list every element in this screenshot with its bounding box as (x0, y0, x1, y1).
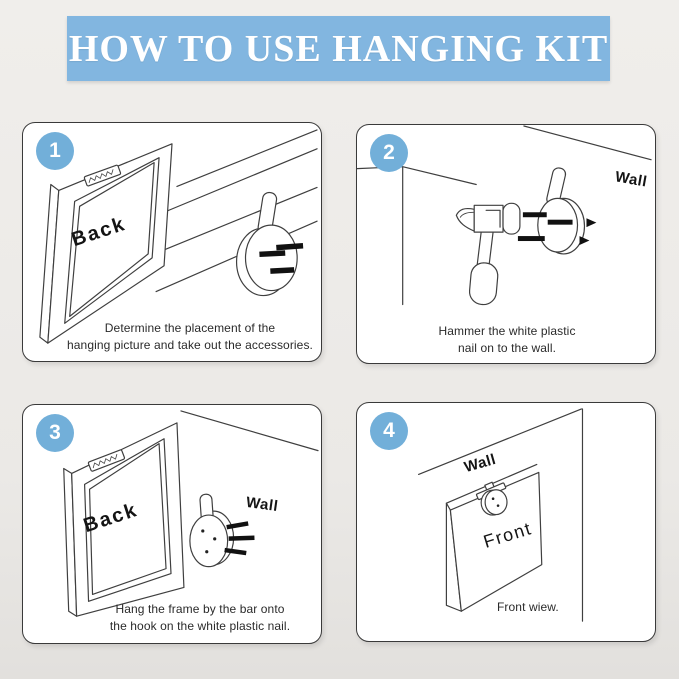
frame-back-label: Back (68, 212, 129, 252)
wall-label: Wall (613, 168, 649, 191)
caption-line: Hang the frame by the bar onto (115, 602, 285, 616)
step-card-2 (356, 124, 656, 364)
plastic-nail-icon (237, 192, 304, 296)
plastic-nail-icon (481, 490, 507, 515)
step-4-caption (497, 599, 617, 616)
step-number-badge: 1 (36, 132, 74, 170)
step-number-badge: 4 (370, 412, 408, 450)
wall-edge-lines (181, 411, 318, 451)
step-2-caption (385, 323, 629, 357)
caption-line: Hammer the white plastic (438, 324, 576, 338)
step-1-caption (59, 320, 321, 354)
caption-line: Front wiew. (497, 600, 559, 614)
hammer-icon (456, 203, 520, 305)
frame-front-label: Front (481, 518, 535, 552)
page-title: HOW TO USE HANGING KIT (68, 27, 609, 70)
caption-line: hanging picture and take out the accessories. (67, 338, 313, 352)
caption-line: Determine the placement of the (104, 321, 276, 335)
wall-label: Wall (244, 493, 280, 516)
caption-line: nail on to the wall. (457, 341, 557, 355)
wall-label: Wall (462, 450, 498, 477)
step-number-badge: 3 (36, 414, 74, 452)
title-banner (67, 16, 610, 81)
step-card-1 (22, 122, 322, 362)
caption-line: the hook on the white plastic nail. (109, 619, 291, 633)
step-3-caption (78, 601, 322, 635)
step-number-badge: 2 (370, 134, 408, 172)
step-card-4 (356, 402, 656, 642)
plastic-nail-icon (518, 167, 596, 254)
step-card-3 (22, 404, 322, 644)
frame-back-label: Back (80, 498, 141, 538)
